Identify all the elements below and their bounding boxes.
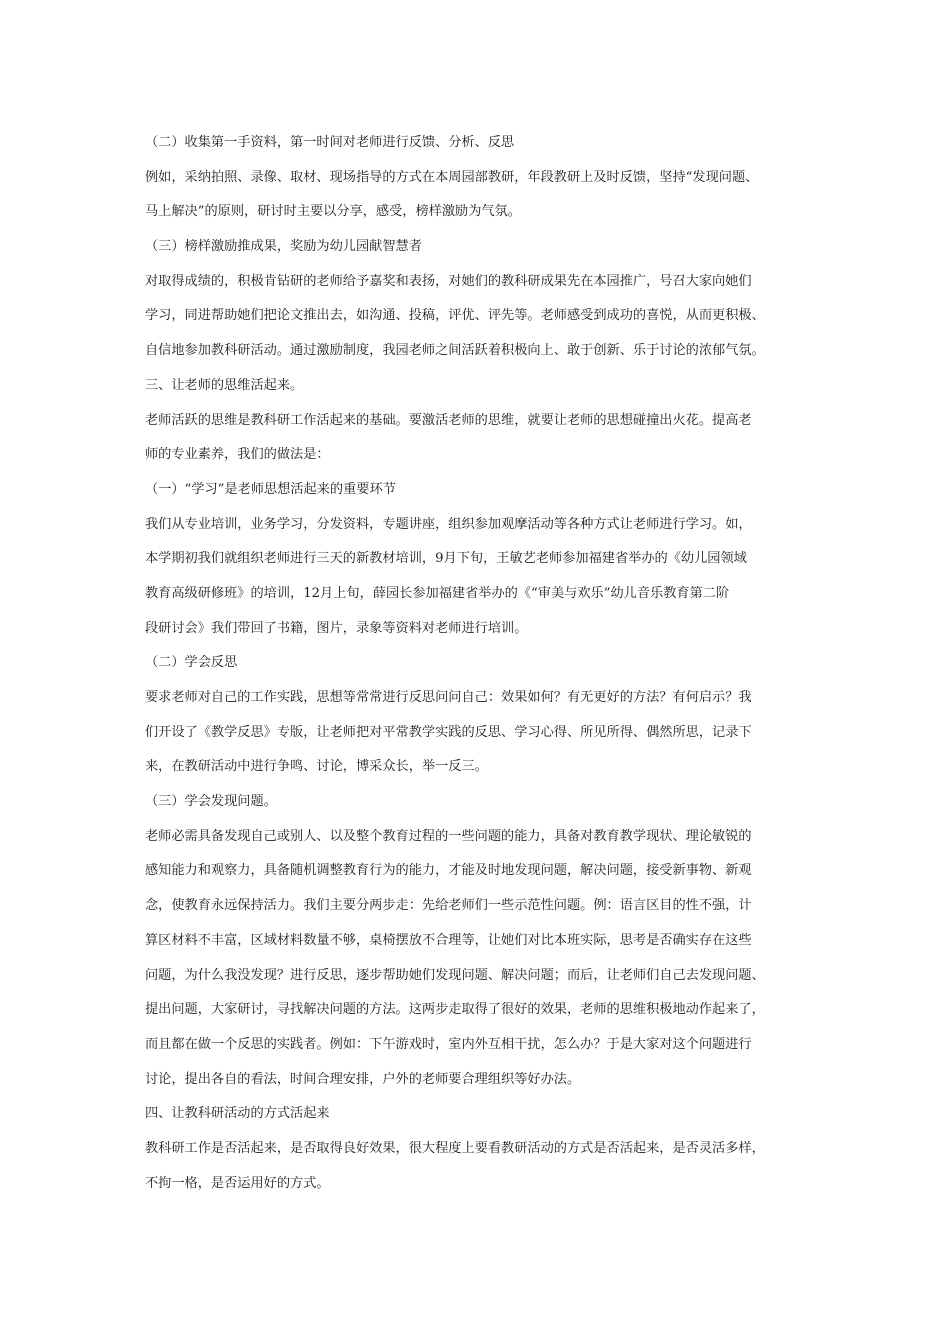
section-heading: （二）收集第一手资料，第一时间对老师进行反馈、分析、反思 <box>145 135 515 150</box>
paragraph-line: 讨论，提出各自的看法，时间合理安排，户外的老师要合理组织等好办法。 <box>145 1071 581 1087</box>
paragraph-line: 感知能力和观察力，具备随机调整教育行为的能力，才能及时地发现问题，解决问题，接受新事物、新观 <box>145 863 752 879</box>
paragraph-line: 问题，为什么我没发现？进行反思，逐步帮助她们发现问题、解决问题；而后，让老师们自己去发现问题、 <box>145 967 765 983</box>
paragraph-line: 例如，采纳拍照、录像、取材、现场指导的方式在本周园部教研，年段教研上及时反馈，坚持“发现问题、 <box>145 169 759 185</box>
paragraph-line: 而且都在做一个反思的实践者。例如：下午游戏时，室内外互相干扰，怎么办？于是大家对这个问题进行 <box>145 1036 752 1052</box>
paragraph-line: 提出问题，大家研讨，寻找解决问题的方法。这两步走取得了很好的效果，老师的思维积极地动作起来了， <box>145 1002 765 1018</box>
paragraph-line: 对取得成绩的，积极肯钻研的老师给予嘉奖和表扬，对她们的教科研成果先在本园推广，号召大家向她们 <box>145 273 752 289</box>
paragraph-line: 来，在教研活动中进行争鸣、讨论，博采众长，举一反三。 <box>145 759 488 775</box>
paragraph-line: 马上解决”的原则，研讨时主要以分享，感受，榜样激励为气氛。 <box>145 204 521 220</box>
section-heading: （二）学会反思 <box>145 655 238 671</box>
paragraph-line: 自信地参加教科研活动。通过激励制度，我园老师之间活跃着积极向上、敢于创新、乐于讨论的浓郁气氛。 <box>145 343 765 359</box>
document-body <box>145 126 825 1201</box>
section-heading: （一）“学习”是老师思想活起来的重要环节 <box>145 481 396 497</box>
paragraph-line: 师的专业素养，我们的做法是： <box>145 447 330 463</box>
paragraph-line: 念，使教育永远保持活力。我们主要分两步走：先给老师们一些示范性问题。例：语言区目的性不强，计 <box>145 898 752 914</box>
paragraph-line: 我们从专业培训，业务学习，分发资料，专题讲座，组织参加观摩活动等各种方式让老师进行学习。如， <box>145 516 752 532</box>
paragraph-line: 不拘一格，是否运用好的方式。 <box>145 1175 330 1191</box>
paragraph-line: 学习，同进帮助她们把论文推出去，如沟通、投稿，评优、评先等。老师感受到成功的喜悦，从而更积极、 <box>145 308 765 324</box>
paragraph-line: 老师必需具备发现自己或别人、以及整个教育过程的一些问题的能力，具备对教育教学现状、理论敏锐的 <box>145 828 752 844</box>
chapter-heading: 四、让教科研活动的方式活起来 <box>145 1106 330 1122</box>
paragraph-line: 算区材料不丰富，区域材料数量不够，桌椅摆放不合理等，让她们对比本班实际，思考是否确实存在这些 <box>145 932 752 948</box>
section-heading: （三）榜样激励推成果，奖励为幼儿园献智慧者 <box>145 239 422 255</box>
paragraph-line: 要求老师对自己的工作实践，思想等常常进行反思问问自己：效果如何？有无更好的方法？有何启示？我 <box>145 690 752 705</box>
chapter-heading: 三、让老师的思维活起来。 <box>145 377 304 393</box>
paragraph-line: 本学期初我们就组织老师进行三天的新教材培训，9月下旬，王敏艺老师参加福建省举办的《幼儿园领域 <box>145 551 747 567</box>
paragraph-line: 们开设了《教学反思》专版，让老师把对平常教学实践的反思、学习心得、所见所得、偶然所思，记录下 <box>145 724 752 740</box>
section-heading: （三）学会发现问题。 <box>145 794 277 810</box>
paragraph-line: 教科研工作是否活起来，是否取得良好效果，很大程度上要看教研活动的方式是否活起来，是否灵活多样， <box>145 1140 765 1156</box>
paragraph-line: 老师活跃的思维是教科研工作活起来的基础。要激活老师的思维，就要让老师的思想碰撞出火花。提高老 <box>145 412 752 428</box>
paragraph-line: 教育高级研修班》的培训，12月上旬，薛园长参加福建省举办的《“审美与欢乐”幼儿音乐教育第二阶 <box>145 585 730 601</box>
paragraph-line: 段研讨会》我们带回了书籍，图片，录象等资料对老师进行培训。 <box>145 620 528 636</box>
